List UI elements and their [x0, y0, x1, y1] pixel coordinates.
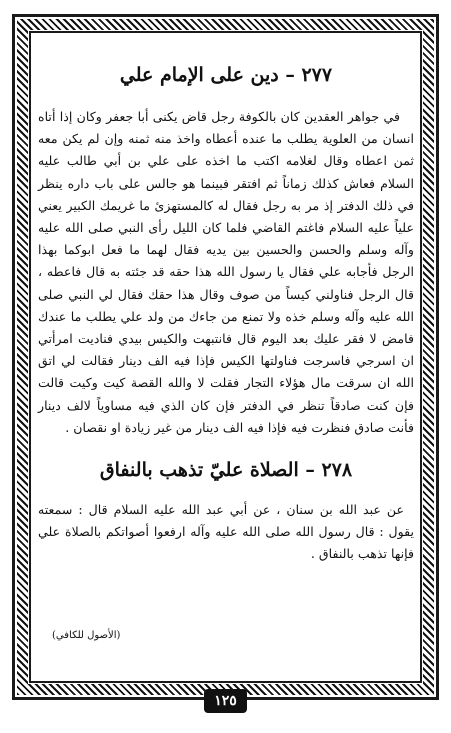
section-278-heading: ٢٧٨ – الصلاة عليّ تذهب بالنفاق [99, 459, 353, 482]
section-277-body: في جواهر العقدين كان بالكوفة رجل قاض يكنى أبا جعفر وكان إذا أتاه انسان من العلوية يطلب ما عنده أعطاه واخذ منه ثمنه وإن لم يكن معه ثمن اعطاه وقال لغلامه اكتب ما اخذه على علي بن أبي طالب عليه السلام فعاش كذلك زماناً ثم افتقر فبينما هو جالس على باب داره ينظر في ذلك الدفتر إذ مر به رجل فقال له كالمستهزئ ما غريمك الكبير يعني علياً عليه السلام فاغتم القاضي فلما كان الليل رأى النبي صلى الله عليه وآله وسلم والحسن والحسين بين يديه فقال لهما ما فعل ابوكما بهذا الرجل فأجابه علي فقال يا رسول الله هذا حقه قد جئته به قال فاعطه ، قال الرجل فناولني كيساً من صوف وقال هذا حقك فقال لي النبي صلى الله عليه وآله وسلم خذه ولا تمنع من جاءك من ولد علي يطلب ما عندك فامض لا فقر عليك بعد اليوم قال فانتبهت والكيس بيدي فناديت امرأتي ان اسرجي فاسرجت فناولتها الكيس فإذا فيه الف دينار فقالت لي اتق الله ان سرقت مال هؤلاء التجار فقلت لا والله القصة كيت وكيت قالت فإن كنت صادقاً تنظر في الدفتر فإن كان الذي فيه مساوياً لالف دينار فأنت صادق فنظرت فيه فإذا فيه الف دينار من غير زيادة او نقصان . [38, 109, 414, 435]
page-content [38, 50, 414, 566]
source-citation: (الأصول للكافي) [52, 630, 121, 641]
section-277-heading: ٢٧٧ – دين على الإمام علي [119, 64, 333, 86]
section-278-body: عن عبد الله بن سنان ، عن أبي عبد الله عليه السلام قال : سمعته يقول : قال رسول الله صلى الله عليه وآله ارفعوا أصواتكم بالصلاة علي فإنها تذهب بالنفاق . [38, 502, 414, 562]
page-number: ١٢٥ [204, 689, 247, 713]
